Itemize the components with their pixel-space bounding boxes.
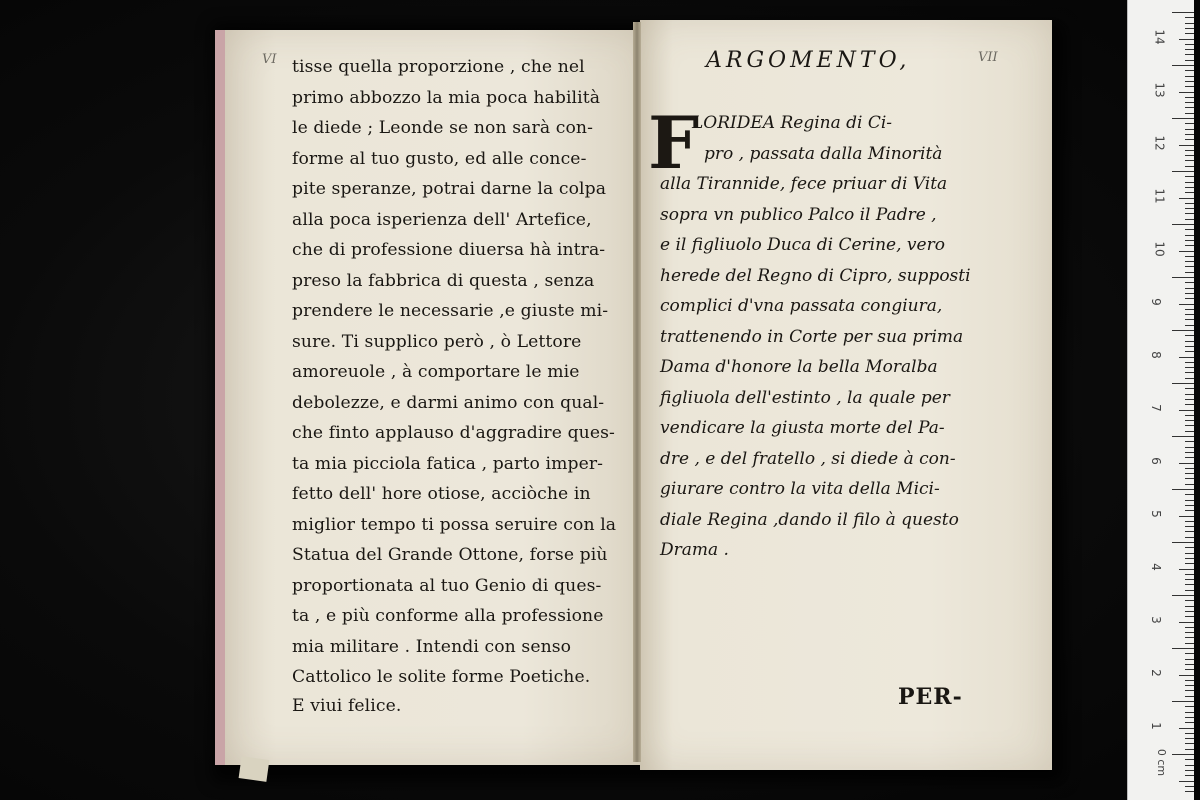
ruler-tick (1185, 160, 1194, 161)
ruler-tick (1185, 685, 1194, 686)
text-line: tisse quella proporzione , che nel (292, 57, 585, 77)
ruler-tick (1172, 277, 1194, 278)
ruler-tick (1185, 33, 1194, 34)
ruler-tick (1179, 675, 1194, 676)
ruler-tick (1185, 759, 1194, 760)
ruler-tick (1179, 145, 1194, 146)
ruler-tick (1185, 717, 1194, 718)
ruler-tick (1185, 563, 1194, 564)
ruler-tick (1185, 643, 1194, 644)
ruler-tick (1185, 367, 1194, 368)
ruler-number: 10 (1152, 241, 1167, 257)
ruler-tick (1185, 388, 1194, 389)
ruler-tick (1185, 468, 1194, 469)
ruler-tick (1185, 441, 1194, 442)
ruler-tick (1185, 653, 1194, 654)
text-line: ta , e più conforme alla professione (292, 606, 604, 626)
text-line: mia militare . Intendi con senso (292, 636, 572, 657)
ruler-tick (1185, 394, 1194, 395)
ruler-tick (1185, 706, 1194, 707)
ruler-tick (1185, 266, 1194, 267)
ruler-tick (1185, 584, 1194, 585)
ruler-tick (1185, 526, 1194, 527)
ruler-tick (1185, 664, 1194, 665)
ruler-tick (1172, 648, 1194, 649)
ruler-tick (1185, 235, 1194, 236)
ruler-tick (1185, 765, 1194, 766)
text-line: che di professione diuersa hà intra- (292, 240, 606, 260)
ruler-tick (1185, 44, 1194, 45)
ruler-tick (1179, 304, 1194, 305)
ruler-tick (1185, 150, 1194, 151)
ruler-tick (1185, 319, 1194, 320)
text-line: trattenendo in Corte per sua prima (660, 326, 964, 347)
ruler-tick (1185, 521, 1194, 522)
ruler-tick (1179, 357, 1194, 358)
ruler-tick (1172, 436, 1194, 437)
ruler-tick (1179, 728, 1194, 729)
ruler-tick (1179, 410, 1194, 411)
ruler-tick (1185, 378, 1194, 379)
ruler-tick (1185, 314, 1194, 315)
ruler-tick (1185, 134, 1194, 135)
ruler-tick (1185, 738, 1194, 739)
text-line: figliuola dell'estinto , la quale per (660, 387, 950, 408)
right-page-text (660, 108, 1030, 566)
ruler-tick (1185, 28, 1194, 29)
ruler-number: 4 (1148, 563, 1163, 571)
paper-tab (239, 756, 270, 782)
ruler-tick (1185, 500, 1194, 501)
ruler-tick (1185, 229, 1194, 230)
ruler-tick (1185, 346, 1194, 347)
text-line: alla Tirannide, fece priuar di Vita (660, 174, 948, 194)
ruler-tick (1185, 600, 1194, 601)
ruler-tick (1185, 362, 1194, 363)
left-page-text (292, 52, 637, 721)
ruler-tick (1185, 484, 1194, 485)
ruler-tick (1185, 632, 1194, 633)
ruler-tick (1185, 213, 1194, 214)
ruler-tick (1185, 690, 1194, 691)
drop-cap: F (648, 100, 700, 185)
ruler-tick (1179, 622, 1194, 623)
ruler-tick (1185, 669, 1194, 670)
text-line: ta mia picciola fatica , parto imper- (292, 453, 604, 474)
ruler-tick (1179, 569, 1194, 570)
ruler-tick (1185, 129, 1194, 130)
text-line: Drama . (660, 540, 729, 560)
text-line: le diede ; Leonde se non sarà con- (292, 118, 593, 138)
ruler-tick (1185, 473, 1194, 474)
ruler-tick (1185, 505, 1194, 506)
ruler-tick (1185, 510, 1194, 511)
ruler-tick (1185, 139, 1194, 140)
text-line: alla poca isperienza dell' Artefice, (292, 209, 592, 230)
text-line: che finto applauso d'aggradire ques- (292, 423, 615, 443)
ruler-tick (1185, 452, 1194, 453)
ruler-tick (1185, 733, 1194, 734)
ruler-tick (1172, 383, 1194, 384)
text-line: dre , e del fratello , si diede à con- (660, 448, 956, 469)
ruler-tick (1172, 118, 1194, 119)
ruler-tick (1172, 330, 1194, 331)
ruler-tick (1185, 298, 1194, 299)
text-line: primo abbozzo la mia poca habilità (292, 87, 601, 108)
ruler-tick (1185, 97, 1194, 98)
text-line: diale Regina ,dando il filo à questo (660, 509, 959, 530)
ruler-tick (1185, 335, 1194, 336)
ruler-tick (1185, 261, 1194, 262)
ruler-tick (1185, 457, 1194, 458)
ruler-tick (1185, 293, 1194, 294)
text-line: LORIDEA Regina di Ci- (692, 113, 893, 133)
ruler-tick (1185, 76, 1194, 77)
text-line: Cattolico le solite forme Poetiche. (292, 667, 591, 687)
ruler-tick (1185, 123, 1194, 124)
ruler-tick (1185, 341, 1194, 342)
text-line: E viui felice. (292, 695, 402, 716)
ruler-tick (1172, 65, 1194, 66)
text-line: Statua del Grande Ottone, forse più (292, 545, 608, 565)
ruler-tick (1185, 574, 1194, 575)
ruler-tick (1185, 166, 1194, 167)
ruler-tick (1185, 659, 1194, 660)
ruler-tick (1172, 12, 1194, 13)
ruler-tick (1179, 198, 1194, 199)
ruler-number: 14 (1152, 29, 1167, 45)
ruler-tick (1185, 107, 1194, 108)
ruler-tick (1185, 203, 1194, 204)
measuring-ruler (1127, 0, 1194, 800)
ruler-tick (1185, 696, 1194, 697)
ruler-tick (1185, 415, 1194, 416)
ruler-tick (1185, 786, 1194, 787)
ruler-tick (1185, 272, 1194, 273)
ruler-number: 11 (1152, 188, 1167, 204)
ruler-unit: 0 cm (1155, 748, 1169, 777)
ruler-number: 9 (1148, 298, 1163, 306)
ruler-tick (1185, 791, 1194, 792)
ruler-tick (1185, 531, 1194, 532)
ruler-tick (1185, 712, 1194, 713)
ruler-tick (1185, 102, 1194, 103)
ruler-tick (1185, 478, 1194, 479)
text-line: debolezze, e darmi animo con qual- (292, 392, 605, 413)
argomento-heading: ARGOMENTO, (706, 48, 911, 73)
ruler-number: 13 (1152, 82, 1167, 98)
text-line: Dama d'honore la bella Moralba (660, 357, 938, 377)
ruler-tick (1172, 171, 1194, 172)
text-line: giurare contro la vita della Mici- (660, 479, 940, 499)
ruler-tick (1172, 224, 1194, 225)
left-page-number: VI (262, 52, 277, 67)
ruler-tick (1185, 494, 1194, 495)
ruler-tick (1179, 92, 1194, 93)
ruler-tick (1185, 309, 1194, 310)
text-line: herede del Regno di Cipro, supposti (660, 265, 971, 286)
ruler-tick (1185, 399, 1194, 400)
ruler-number: 3 (1148, 616, 1163, 624)
ruler-tick (1185, 256, 1194, 257)
ruler-tick (1179, 781, 1194, 782)
ruler-tick (1185, 176, 1194, 177)
ruler-tick (1185, 23, 1194, 24)
ruler-number: 2 (1148, 669, 1163, 677)
ruler-tick (1185, 558, 1194, 559)
ruler-tick (1185, 743, 1194, 744)
ruler-tick (1185, 182, 1194, 183)
ruler-tick (1172, 489, 1194, 490)
ruler-tick (1172, 754, 1194, 755)
text-line: sopra vn publico Palco il Padre , (660, 204, 937, 225)
text-line: pite speranze, potrai darne la colpa (292, 179, 607, 199)
text-line: pro , passata dalla Minorità (704, 143, 943, 164)
ruler-tick (1185, 637, 1194, 638)
ruler-tick (1185, 770, 1194, 771)
right-page-number: VII (978, 50, 998, 65)
ruler-tick (1185, 17, 1194, 18)
ruler-tick (1185, 60, 1194, 61)
text-line: amoreuole , à comportare le mie (292, 362, 580, 382)
ruler-number: 7 (1148, 404, 1163, 412)
ruler-tick (1185, 579, 1194, 580)
ruler-tick (1185, 590, 1194, 591)
ruler-tick (1185, 70, 1194, 71)
ruler-tick (1185, 627, 1194, 628)
ruler-tick (1185, 86, 1194, 87)
ruler-tick (1172, 595, 1194, 596)
ruler-tick (1185, 420, 1194, 421)
text-line: preso la fabbrica di questa , senza (292, 270, 595, 291)
ruler-tick (1185, 425, 1194, 426)
text-line: miglior tempo ti possa seruire con la (292, 514, 617, 535)
catchword: PER- (898, 684, 963, 710)
ruler-number: 6 (1148, 457, 1163, 465)
text-line: fetto dell' hore otiose, acciòche in (292, 484, 591, 504)
ruler-tick (1185, 447, 1194, 448)
text-line: vendicare la giusta morte del Pa- (660, 418, 945, 438)
ruler-tick (1185, 187, 1194, 188)
ruler-tick (1185, 722, 1194, 723)
text-line: e il figliuolo Duca di Cerine, vero (660, 235, 945, 255)
ruler-tick (1185, 282, 1194, 283)
ruler-tick (1185, 537, 1194, 538)
ruler-tick (1185, 113, 1194, 114)
ruler-tick (1185, 749, 1194, 750)
ruler-tick (1185, 372, 1194, 373)
ruler-tick (1185, 155, 1194, 156)
text-line: complici d'vna passata congiura, (660, 296, 943, 316)
ruler-tick (1185, 680, 1194, 681)
ruler-tick (1185, 404, 1194, 405)
ruler-number: 12 (1152, 135, 1167, 151)
ruler-tick (1185, 325, 1194, 326)
ruler-tick (1179, 463, 1194, 464)
text-line: forme al tuo gusto, ed alle conce- (292, 148, 587, 169)
ruler-number: 1 (1148, 722, 1163, 730)
ruler-tick (1185, 192, 1194, 193)
text-line: prendere le necessarie ,e giuste mi- (292, 301, 609, 321)
ruler-tick (1172, 701, 1194, 702)
ruler-tick (1185, 240, 1194, 241)
ruler-tick (1185, 431, 1194, 432)
ruler-number: 5 (1148, 510, 1163, 518)
ruler-tick (1185, 49, 1194, 50)
ruler-tick (1172, 542, 1194, 543)
ruler-tick (1179, 39, 1194, 40)
text-line: sure. Ti supplico però , ò Lettore (292, 331, 582, 352)
ruler-tick (1185, 616, 1194, 617)
ruler-tick (1185, 54, 1194, 55)
ruler-tick (1185, 245, 1194, 246)
ruler-number: 8 (1148, 351, 1163, 359)
ruler-tick (1185, 208, 1194, 209)
ruler-tick (1185, 351, 1194, 352)
text-line: proportionata al tuo Genio di ques- (292, 575, 602, 596)
ruler-tick (1185, 219, 1194, 220)
ruler-tick (1185, 288, 1194, 289)
ruler-tick (1185, 547, 1194, 548)
ruler-tick (1185, 553, 1194, 554)
ruler-tick (1185, 775, 1194, 776)
ruler-tick (1185, 606, 1194, 607)
ruler-tick (1185, 611, 1194, 612)
ruler-tick (1179, 251, 1194, 252)
ruler-tick (1185, 81, 1194, 82)
ruler-tick (1179, 516, 1194, 517)
